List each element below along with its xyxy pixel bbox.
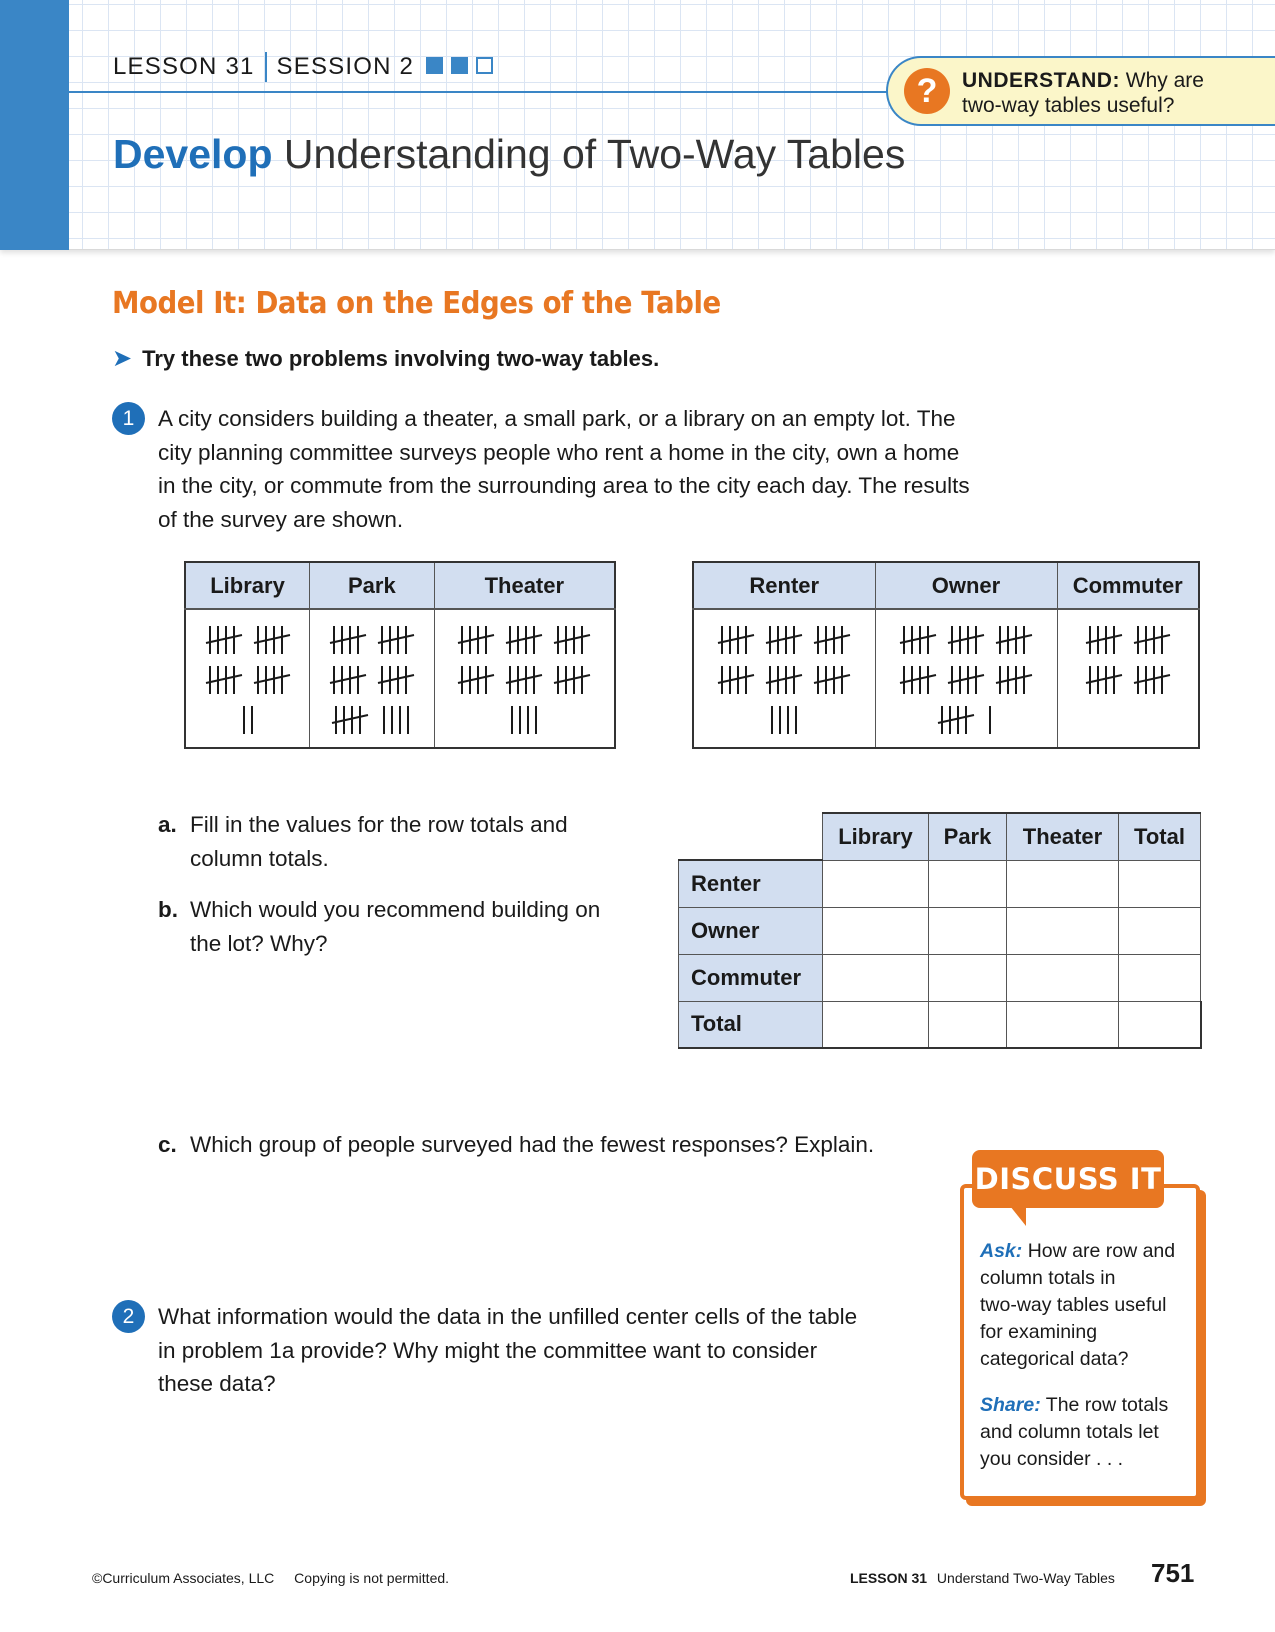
two-way-table: [678, 812, 1202, 1049]
tally-group-five: [1133, 623, 1171, 657]
people-header: Owner: [875, 562, 1057, 609]
arrow-right-icon: ➤: [112, 345, 133, 372]
answer-cell[interactable]: [1007, 1001, 1119, 1048]
answer-cell[interactable]: [1119, 907, 1201, 954]
tally-group-five: [457, 663, 495, 697]
copyright: ©Curriculum Associates, LLC: [92, 1570, 275, 1586]
people-header: Renter: [693, 562, 875, 609]
tally-cell: [434, 609, 615, 748]
corner-blank: [679, 813, 823, 860]
instruction-text: Try these two problems involving two-way tables.: [142, 345, 660, 371]
tally-marks: [767, 703, 801, 737]
tally-group-five: [947, 623, 985, 657]
understand-callout: [886, 56, 1275, 126]
tally-group-five: [1085, 663, 1123, 697]
answer-cell[interactable]: [929, 1001, 1007, 1048]
tally-cross-stroke: [718, 635, 754, 643]
understand-label: UNDERSTAND:: [962, 69, 1120, 92]
options-header: Library: [185, 562, 310, 609]
tally-cross-stroke: [1134, 675, 1170, 683]
tally-cross-stroke: [1134, 635, 1170, 643]
answer-cell[interactable]: [823, 860, 929, 907]
answer-cell[interactable]: [823, 954, 929, 1001]
part-b-line: the lot? Why?: [190, 930, 328, 956]
tally-cross-stroke: [332, 715, 368, 723]
share-label: Share:: [980, 1394, 1041, 1416]
answer-cell[interactable]: [1007, 907, 1119, 954]
share-line: The row totals: [1045, 1394, 1169, 1416]
tally-group-five: [205, 623, 243, 657]
tally-row: [310, 620, 434, 660]
answer-cell[interactable]: [1007, 954, 1119, 1001]
copy-notice: Copying is not permitted.: [294, 1570, 450, 1586]
problem-1-number: 1: [112, 402, 145, 435]
tally-marks: [985, 703, 995, 737]
tally-cross-stroke: [378, 635, 414, 643]
answer-cell[interactable]: [823, 1001, 929, 1048]
tally-group-five: [765, 623, 803, 657]
tally-group-five: [253, 623, 291, 657]
tally-row: [694, 660, 875, 700]
tally-group-five: [899, 623, 937, 657]
tally-group-five: [377, 623, 415, 657]
footer-right: [850, 1570, 1115, 1586]
tally-cross-stroke: [378, 675, 414, 683]
part-c-text: Which group of people surveyed had the fewest responses? Explain.: [190, 1132, 875, 1157]
tally-cross-stroke: [554, 635, 590, 643]
answer-cell[interactable]: [929, 860, 1007, 907]
two-way-row-header: Total: [679, 1001, 823, 1048]
share-line: and column totals let: [980, 1421, 1159, 1443]
page-title-rest: Understanding of Two-Way Tables: [283, 131, 906, 177]
tally-cross-stroke: [458, 635, 494, 643]
part-a-label: a.: [158, 812, 177, 837]
understand-text: [962, 68, 1204, 118]
tally-group-five: [331, 703, 369, 737]
progress-square-filled: [426, 57, 443, 74]
tally-group-five: [457, 623, 495, 657]
tally-cross-stroke: [330, 635, 366, 643]
tally-marks: [239, 703, 257, 737]
discuss-body: [960, 1184, 1200, 1500]
part-b: [158, 893, 658, 960]
tally-cross-stroke: [506, 635, 542, 643]
tally-row: [1058, 620, 1199, 660]
tally-cell: [310, 609, 435, 748]
tally-cell: [1057, 609, 1199, 748]
problem-2-line: What information would the data in the unfilled center cells of the table: [158, 1304, 858, 1329]
speech-pointer-icon: [1010, 1206, 1026, 1226]
tally-cell: [875, 609, 1057, 748]
discuss-ask: [980, 1238, 1190, 1373]
tally-cell: [693, 609, 875, 748]
tally-group-five: [377, 663, 415, 697]
tally-cross-stroke: [1086, 635, 1122, 643]
tally-row: [186, 620, 309, 660]
instruction: [112, 344, 659, 373]
tally-group-five: [553, 663, 591, 697]
tally-group-five: [813, 663, 851, 697]
problem-1-text: [158, 402, 1038, 536]
two-way-row-header: Commuter: [679, 954, 823, 1001]
tally-marks: [379, 703, 413, 737]
tally-group-five: [937, 703, 975, 737]
part-a: [158, 808, 658, 875]
problem-2-text: [158, 1300, 918, 1401]
tally-group-five: [329, 623, 367, 657]
people-tally-table: [692, 561, 1200, 749]
tally-cross-stroke: [330, 675, 366, 683]
tally-row: [876, 620, 1057, 660]
section-heading: Model It: Data on the Edges of the Table: [112, 286, 721, 321]
two-way-row-header: Renter: [679, 860, 823, 907]
answer-cell[interactable]: [1119, 1001, 1201, 1048]
tally-cross-stroke: [814, 675, 850, 683]
tally-group-five: [717, 623, 755, 657]
answer-cell[interactable]: [1119, 860, 1201, 907]
tally-cross-stroke: [1086, 675, 1122, 683]
tally-cross-stroke: [554, 675, 590, 683]
tally-group-five: [1133, 663, 1171, 697]
discuss-it-title: DISCUSS IT: [972, 1150, 1164, 1208]
tally-group-five: [899, 663, 937, 697]
part-a-line: Fill in the values for the row totals and: [190, 812, 568, 837]
page-title: [113, 131, 905, 178]
tally-row: [435, 660, 614, 700]
page-number: 751: [1151, 1558, 1195, 1588]
ask-line: How are row and: [1027, 1240, 1176, 1262]
lesson-number: LESSON 31: [113, 53, 255, 80]
tally-group-five: [717, 663, 755, 697]
problem-2-line: in problem 1a provide? Why might the committee want to consider: [158, 1337, 818, 1363]
tally-group-five: [329, 663, 367, 697]
tally-group-five: [205, 663, 243, 697]
tally-group-five: [553, 623, 591, 657]
tally-row: [310, 700, 434, 740]
two-way-row-header: Owner: [679, 907, 823, 954]
part-b-label: b.: [158, 897, 178, 922]
tally-row: [1058, 660, 1199, 700]
tally-row: [694, 700, 875, 740]
problem-1-line: of the survey are shown.: [158, 506, 404, 532]
tally-row: [186, 660, 309, 700]
answer-cell[interactable]: [1119, 954, 1201, 1001]
problem-1-line: A city considers building a theater, a small park, or a library on an empty lot. The: [158, 406, 956, 431]
part-c-label: c.: [158, 1132, 177, 1157]
tally-cross-stroke: [996, 635, 1032, 643]
ask-line: column totals in: [980, 1267, 1116, 1289]
options-header: Park: [310, 562, 435, 609]
tally-cross-stroke: [458, 675, 494, 683]
problem-1-line: in the city, or commute from the surrounding area to the city each day. The results: [158, 473, 970, 498]
tally-row: [310, 660, 434, 700]
footer-lesson: LESSON 31: [850, 1570, 928, 1586]
tally-cross-stroke: [900, 635, 936, 643]
answer-cell[interactable]: [929, 954, 1007, 1001]
tally-cross-stroke: [506, 675, 542, 683]
progress-square-filled: [451, 57, 468, 74]
lesson-session-label: [113, 52, 414, 82]
tally-cross-stroke: [254, 635, 290, 643]
tally-row: [435, 700, 614, 740]
part-c: [158, 1128, 958, 1162]
tally-row: [435, 620, 614, 660]
part-a-line: column totals.: [190, 845, 329, 871]
share-line: you consider . . .: [980, 1448, 1124, 1470]
tally-cross-stroke: [206, 675, 242, 683]
understand-question-line1: Why are: [1125, 69, 1204, 92]
tally-cross-stroke: [948, 635, 984, 643]
tally-group-five: [995, 623, 1033, 657]
tally-row: [186, 700, 309, 740]
options-header: Theater: [434, 562, 615, 609]
tally-cross-stroke: [814, 635, 850, 643]
two-way-col-header: Library: [823, 813, 929, 860]
tally-row: [694, 620, 875, 660]
discuss-it-box: [960, 1150, 1205, 1507]
progress-square-empty: [476, 57, 493, 74]
footer-lesson-title: Understand Two-Way Tables: [936, 1570, 1115, 1586]
two-way-col-header: Total: [1119, 813, 1201, 860]
tally-cross-stroke: [766, 675, 802, 683]
tally-cross-stroke: [948, 675, 984, 683]
session-progress: [426, 57, 493, 74]
tally-cross-stroke: [766, 635, 802, 643]
problem-2-line: these data?: [158, 1371, 276, 1396]
page-title-bold: Develop: [113, 131, 273, 177]
tally-group-five: [765, 663, 803, 697]
ask-line: categorical data?: [980, 1348, 1129, 1370]
options-tally-table: [184, 561, 616, 749]
tally-marks: [507, 703, 541, 737]
ask-label: Ask:: [980, 1240, 1023, 1262]
discuss-share: [980, 1392, 1190, 1473]
blue-side-strip: [0, 0, 69, 250]
tally-cell: [185, 609, 310, 748]
two-way-col-header: Theater: [1007, 813, 1119, 860]
tally-cross-stroke: [206, 635, 242, 643]
problem-2-number: 2: [112, 1300, 145, 1333]
tally-row: [876, 660, 1057, 700]
tally-group-five: [995, 663, 1033, 697]
problem-1-line: city planning committee surveys people who rent a home in the city, own a home: [158, 439, 960, 465]
answer-cell[interactable]: [929, 907, 1007, 954]
question-mark-icon: ?: [904, 68, 950, 114]
tally-group-five: [947, 663, 985, 697]
tally-group-five: [1085, 623, 1123, 657]
lesson-divider: [265, 52, 267, 82]
ask-line: two-way tables useful: [980, 1294, 1167, 1316]
tally-group-five: [813, 623, 851, 657]
tally-cross-stroke: [718, 675, 754, 683]
tally-cross-stroke: [254, 675, 290, 683]
tally-cross-stroke: [938, 715, 974, 723]
tally-cross-stroke: [900, 675, 936, 683]
answer-cell[interactable]: [823, 907, 929, 954]
session-number: SESSION 2: [276, 53, 415, 80]
tally-group-five: [253, 663, 291, 697]
understand-question-line2: two-way tables useful?: [962, 94, 1175, 117]
two-way-col-header: Park: [929, 813, 1007, 860]
tally-row: [876, 700, 1057, 740]
part-b-line: Which would you recommend building on: [190, 897, 601, 922]
tally-group-five: [505, 623, 543, 657]
footer-left: [92, 1570, 449, 1586]
tally-group-five: [505, 663, 543, 697]
tally-cross-stroke: [996, 675, 1032, 683]
ask-line: for examining: [980, 1321, 1098, 1343]
people-header: Commuter: [1057, 562, 1199, 609]
answer-cell[interactable]: [1007, 860, 1119, 907]
